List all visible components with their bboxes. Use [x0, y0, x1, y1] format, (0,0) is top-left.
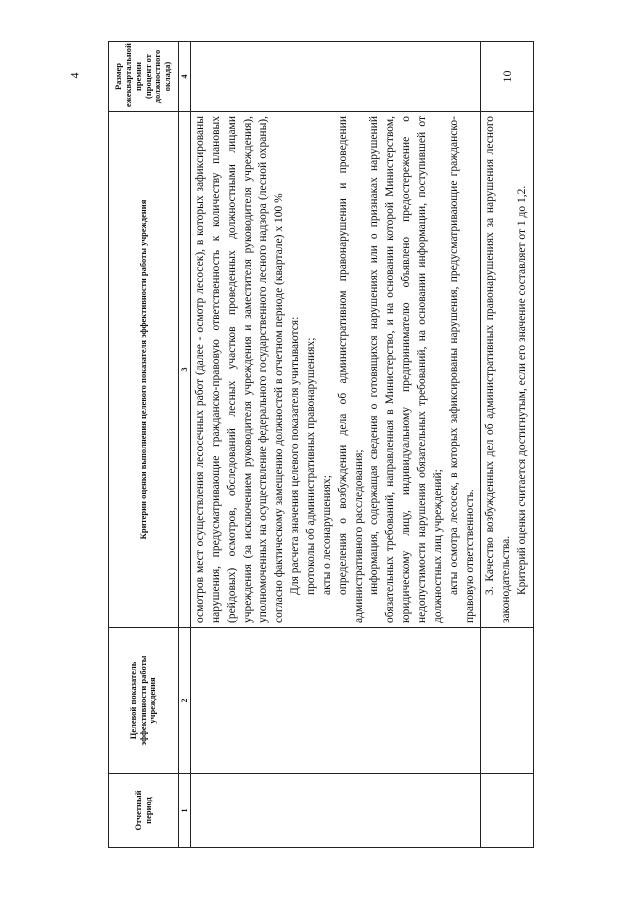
period-cell [191, 774, 481, 848]
page-number: 4 [67, 72, 82, 79]
criteria-paragraph: определения о возбуждении дела об административном правонарушении и проведении административного расследования; [336, 116, 365, 623]
header-indicator: Целевой показатель эффективности работы учреждения [109, 628, 179, 774]
header-bonus: Размер ежеквартальной премии (процент от должностного оклада) [109, 42, 179, 112]
criteria-table [108, 41, 534, 848]
period-cell [481, 774, 534, 848]
criteria-paragraph: акты осмотра лесосек, в которых зафиксированы нарушения, предусматривающие гражданско-правовую ответственность. [447, 116, 476, 623]
criteria-paragraph: Критерий оценки считается достигнутым, если его значение составляет от 1 до 1,2. [516, 185, 529, 595]
criteria-cell [481, 112, 534, 628]
bonus-cell: 10 [481, 42, 534, 112]
criteria-paragraph: осмотров мест осуществления лесосечных работ (далее - осмотр лесосек), в которых зафиксированы нарушения, предусматривающие гражданско-правовую ответственность к количеству плановых (рейдовых) осмотров, обследований лесных участков проведенных должностными лицами учреждения (за исключением руководителя учреждения и заместителя руководителя учреждения), уполномоченных на осуществление федерального государственного лесного надзора (лесной охраны), согласно фактическому замещению должностей в отчетном периоде (квартале) х 100 % [194, 116, 286, 623]
column-number: 2 [179, 628, 191, 774]
rotated-table-sheet [108, 42, 584, 848]
indicator-cell [481, 628, 534, 774]
criteria-paragraph: информация, содержащая сведения о готовящихся нарушениях или о признаках нарушений обязательных требований, направленная в Министерство, и на основании которой Министерством, юридическому лицу, индивидуальному предпринимателю объявлено предостережение о недопустимости нарушения обязательных требований, на основании информации, поступившей от должностных лиц учреждений; [368, 116, 444, 623]
header-criteria: Критерии оценки выполнения целевого показателя эффективности работы учреждения [109, 112, 179, 628]
table-row [191, 42, 481, 848]
indicator-cell [191, 628, 481, 774]
criteria-paragraph: Для расчета значения целевого показателя учитываются: [289, 316, 302, 595]
criteria-paragraph: 3. Качество возбужденных дел об административных правонарушениях за нарушения лесного законодательства. [484, 116, 513, 623]
column-number: 1 [179, 774, 191, 848]
criteria-cell [191, 112, 481, 628]
bonus-cell [191, 42, 481, 112]
criteria-paragraph: протоколы об административных правонарушениях; [305, 337, 318, 595]
column-number: 4 [179, 42, 191, 112]
criteria-paragraph: акты о лесонарушениях; [320, 475, 333, 595]
column-number: 3 [179, 112, 191, 628]
header-period: Отчетный период [109, 774, 179, 848]
table-row [481, 42, 534, 848]
